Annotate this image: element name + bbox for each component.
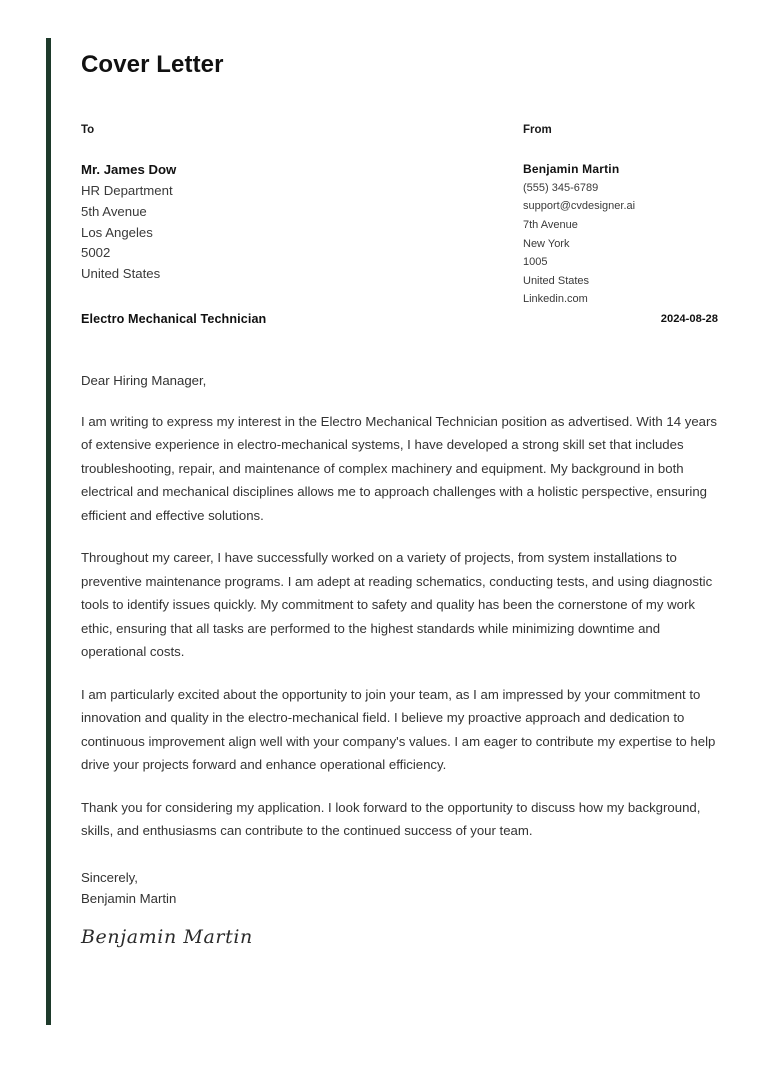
address-section xyxy=(81,125,718,310)
body-paragraph-3: I am particularly excited about the opportunity to join your team, as I am impressed by your commitment to innovation and quality in the electro-mechanical field. I believe my proactive approach and dedication to continuous improvement align well with your company's values. I am eager to contribute my expertise to help drive your projects forward and enhance operational efficiency. xyxy=(81,686,716,773)
body-paragraph-2: Throughout my career, I have successfully worked on a variety of projects, from system installations to preventive maintenance programs. I am adept at reading schematics, conducting tests, and using diagnostic tools to identify issues quickly. My commitment to safety and quality has been the cornerstone of my work ethic, ensuring that all tasks are performed to the highest standards while minimizing downtime and operational costs. xyxy=(81,550,713,660)
page-title: Cover Letter xyxy=(81,51,224,78)
recipient-block xyxy=(81,125,461,285)
closing-name: Benjamin Martin xyxy=(81,891,177,907)
subject-row xyxy=(81,312,718,334)
letter-date: 2024-08-28 xyxy=(660,312,718,325)
left-accent-bar xyxy=(46,38,51,1025)
recipient-label: To xyxy=(81,123,95,136)
recipient-line-1: HR Department xyxy=(81,183,173,199)
sender-email: support@cvdesigner.ai xyxy=(523,200,636,213)
letter-body xyxy=(81,370,718,949)
sender-name: Benjamin Martin xyxy=(523,162,620,177)
recipient-line-5: United States xyxy=(81,266,161,282)
sender-block xyxy=(523,125,718,309)
sender-line-4: New York xyxy=(523,237,570,250)
sender-website: Linkedin.com xyxy=(523,293,588,306)
recipient-line-4: 5002 xyxy=(81,245,111,261)
closing-salutation: Sincerely, xyxy=(81,869,138,885)
sender-line-3: 7th Avenue xyxy=(523,219,578,232)
sender-phone: (555) 345-6789 xyxy=(523,181,599,194)
sender-label: From xyxy=(523,123,552,136)
sender-line-5: 1005 xyxy=(523,256,548,269)
recipient-name: Mr. James Dow xyxy=(81,162,177,178)
signature: Benjamin Martin xyxy=(81,925,253,948)
job-title: Electro Mechanical Technician xyxy=(81,311,267,326)
salutation: Dear Hiring Manager, xyxy=(81,372,207,388)
document-content xyxy=(81,38,718,949)
body-paragraph-1: I am writing to express my interest in the Electro Mechanical Technician position as advertised. With 14 years of extensive experience in electro-mechanical systems, I have developed a strong skill set that includes troubleshooting, repair, and maintenance of complex machinery and equipment. My background in both electrical and mechanical disciplines allows me to approach challenges with a holistic perspective, ensuring efficient and effective solutions. xyxy=(81,413,717,523)
closing-block xyxy=(81,867,718,910)
sender-line-6: United States xyxy=(523,274,590,287)
body-paragraph-4: Thank you for considering my application. I look forward to the opportunity to discuss how my background, skills, and enthusiasms can contribute to the continued success of your team. xyxy=(81,799,701,839)
recipient-line-3: Los Angeles xyxy=(81,224,153,240)
recipient-line-2: 5th Avenue xyxy=(81,203,147,219)
